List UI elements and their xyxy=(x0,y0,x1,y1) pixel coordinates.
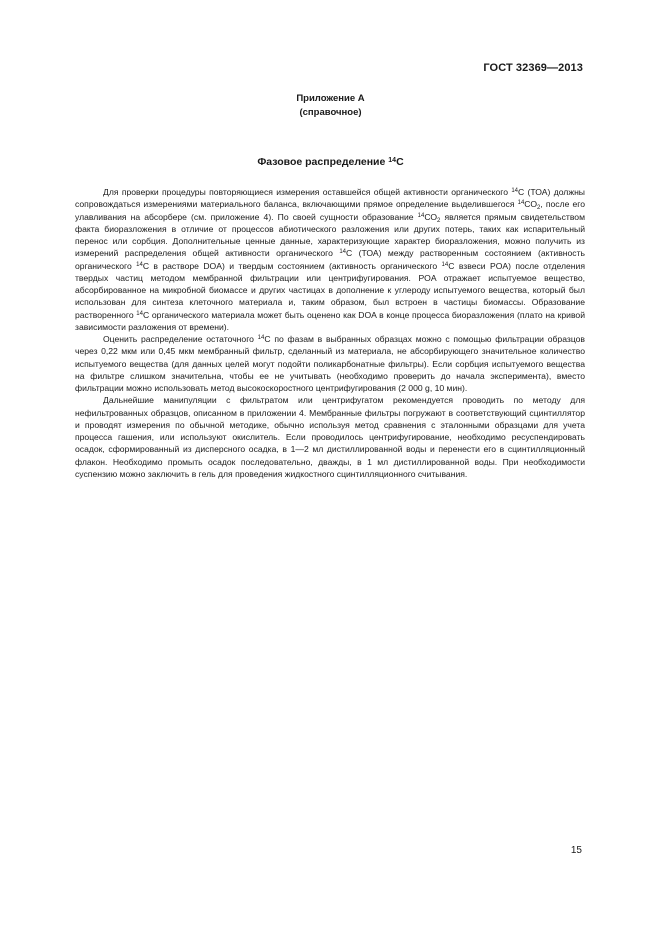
isotope-sup: 14 xyxy=(441,261,449,268)
text-run: С взвеси POA) после отделения твердых частиц методом мембранной фильтрации или центрифугирования. POA отражает испытуемое вещество, абсорбированное на микробной биомассе и других частицах в дополнение к углероду испытуемого вещества, который был использован для синтеза клеточного материала и, таким образом, был встроен в частицы биомассы. Образование растворенного xyxy=(75,260,586,320)
paragraph-3: Дальнейшие манипуляции с фильтратом или центрифугатом рекомендуется проводить по методу для нефильтрованных образцов, описанном в приложении 4. Мембранные фильтры погружают в соответствующий сцинтиллятор и проводят измерения по обычной методике, обычно используя метод сравнения с эталонными образцами для учета процесса гашения, или используют окислитель. Если проводилось центрифугирование, необходимо ресуспендировать осадок, сформированный из дисперсного осадка, в 1—2 мл дистиллированной воды и перенести его в сцинтилляционный флакон. Необходимо промыть осадок последовательно, дважды, в 1 мл дистиллированной воды. При необходимости суспензию можно заключить в гель для проведения жидкостного сцинтилляционного считывания. xyxy=(75,395,585,479)
section-title-isotope: 14 xyxy=(388,157,397,164)
paragraph-2 xyxy=(75,333,585,394)
body-text xyxy=(75,186,585,480)
text-run: С органического материала может быть оценено как DOA в конце процесса биоразложения (плато на кривой зависимости разложения от времени). xyxy=(75,309,585,332)
appendix-label xyxy=(0,92,661,120)
formula-sub: 2 xyxy=(437,217,441,224)
text-run: является прямым свидетельством факта биоразложения в отличие от процессов абиотического разложения или других потерь, таких как испарительный перенос или сорбция. Дополнительные ценные данные, характеризующие характер биоразложения, можно получить из измерений распределения общей активности органического xyxy=(75,211,585,259)
text-run: С по фазам в выбранных образцах можно с помощью фильтрации образцов через 0,22 мкм или 0,45 мкм мембранный фильтр, сделанный из материала, не абсорбирующего значительное количество испытуемого вещества (для данных целей могут подойти поликарбонатные фильтры). Если сорбция испытуемого вещества на фильтре слишком значительна, чтобы ее не учитывать (необходимо проверить до начала эксперимента), вместо фильтрации можно использовать метод высокоскоростного центрифугирования (2 000 g, 10 мин). xyxy=(75,334,585,393)
isotope-sup: 14 xyxy=(136,310,143,317)
text-run: , после его улавливания на абсорбере (см. приложение 4). По своей сущности образование xyxy=(75,199,585,222)
text-run: СО xyxy=(424,211,438,222)
section-title-prefix: Фазовое распределение xyxy=(257,156,389,168)
text-run: С в растворе DOA) и твердым состоянием (активность органического xyxy=(142,260,442,271)
text-run: С (ТОА) должны сопровождаться измерениями материального баланса, включающими прямое определение выделившегося xyxy=(75,187,585,210)
text-run: Для проверки процедуры повторяющиеся измерения оставшейся общей активности органического xyxy=(103,187,512,197)
text-run: СО xyxy=(524,199,537,210)
text-run: С (ТОА) между растворенным состоянием (активность органического xyxy=(75,248,586,271)
section-title-suffix: C xyxy=(396,156,404,168)
isotope-sup: 14 xyxy=(517,200,525,207)
isotope-sup: 14 xyxy=(257,335,265,341)
appendix-subtitle: (справочное) xyxy=(299,107,362,118)
section-title xyxy=(0,156,661,168)
text-run: Оценить распределение остаточного xyxy=(103,334,258,344)
isotope-sup: 14 xyxy=(417,212,425,219)
page-number: 15 xyxy=(570,845,582,856)
isotope-sup: 14 xyxy=(136,261,143,268)
standard-code: ГОСТ 32369—2013 xyxy=(483,62,583,74)
isotope-sup: 14 xyxy=(339,249,347,256)
paragraph-1 xyxy=(75,186,585,333)
appendix-title: Приложение А xyxy=(296,93,365,104)
isotope-sup: 14 xyxy=(511,188,518,194)
formula-sub: 2 xyxy=(537,205,541,212)
